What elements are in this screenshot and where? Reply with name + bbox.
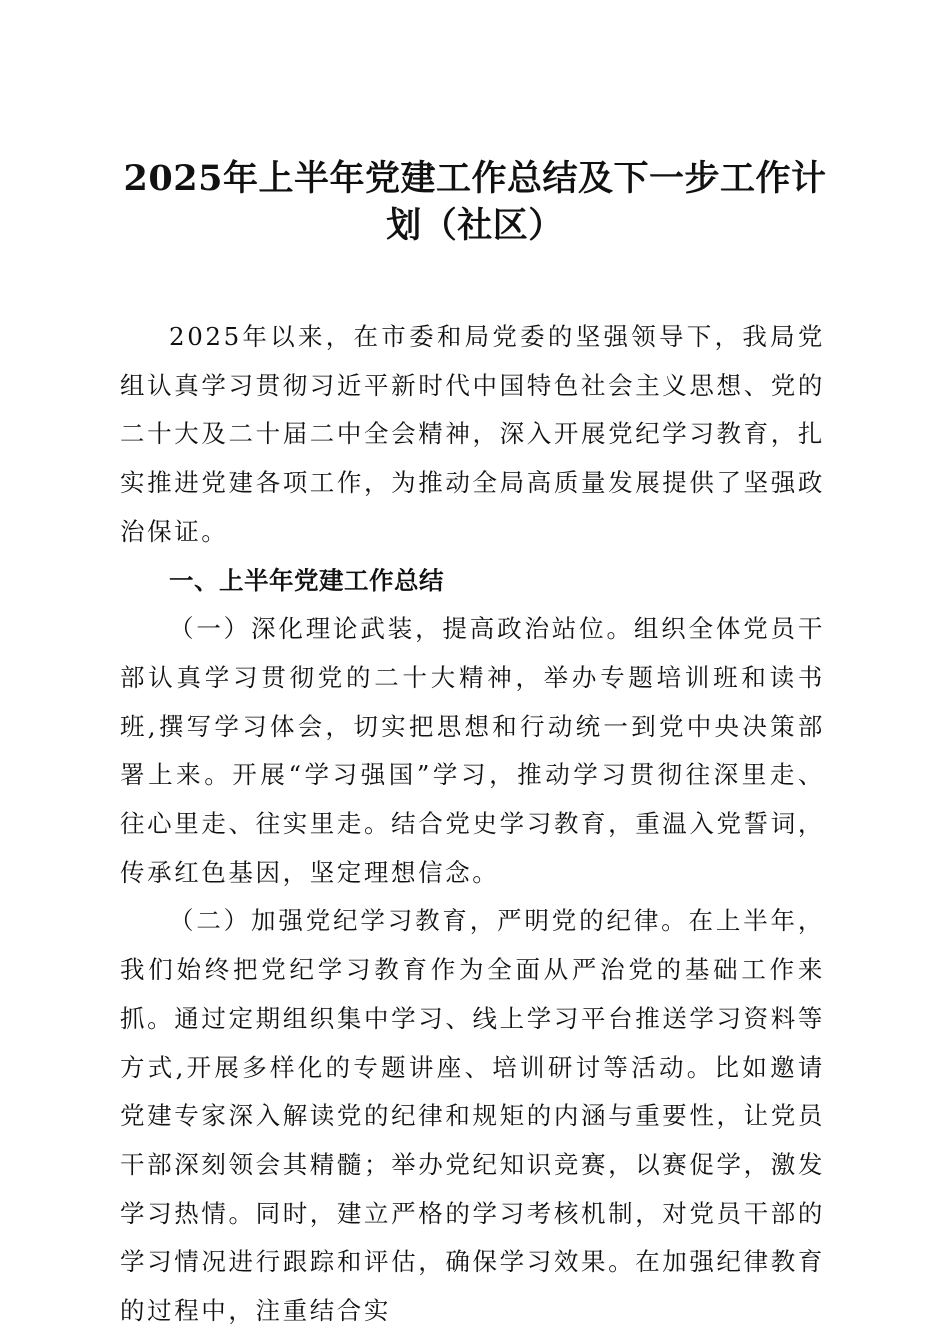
- section-heading: 一、上半年党建工作总结: [169, 565, 444, 595]
- item-1-title: （一）深化理论武装，提高政治站位。: [169, 614, 634, 644]
- intro-paragraph: 2025年以来，在市委和局党委的坚强领导下，我局党组认真学习贯彻习近平新时代中国特色社会主义思想、党的二十大及二十届二中全会精神，深入开展党纪学习教育，扎实推进党建各项工作，为推动全局高质量发展提供了坚强政治保证。: [120, 322, 825, 546]
- item-2-paragraph: [120, 897, 825, 1335]
- item-2-title: （二）加强党纪学习教育，严明党的纪律。: [169, 906, 689, 936]
- title-line-1: 2025年上半年党建工作总结及下一步工作计: [123, 158, 827, 199]
- document-body: [120, 313, 825, 1336]
- item-1-paragraph: [120, 605, 825, 897]
- item-1-body: 组织全体党员干部认真学习贯彻党的二十大精神，举办专题培训班和读书班,撰写学习体会，切实把思想和行动统一到党中央决策部署上来。开展“学习强国”学习，推动学习贯彻往深里走、往心里走、往实里走。结合党史学习教育，重温入党誓词，传承红色基因，坚定理想信念。: [120, 614, 826, 887]
- document-title: [120, 155, 830, 249]
- item-2-body: 在上半年，我们始终把党纪学习教育作为全面从严治党的基础工作来抓。通过定期组织集中学习、线上学习平台推送学习资料等方式,开展多样化的专题讲座、培训研讨等活动。比如邀请党建专家深入解读党的纪律和规矩的内涵与重要性，让党员干部深刻领会其精髓；举办党纪知识竞赛，以赛促学，激发学习热情。同时，建立严格的学习考核机制，对党员干部的学习情况进行跟踪和评估，确保学习效果。在加强纪律教育的过程中，注重结合实: [120, 906, 826, 1326]
- title-line-2: 划（社区）: [386, 205, 564, 246]
